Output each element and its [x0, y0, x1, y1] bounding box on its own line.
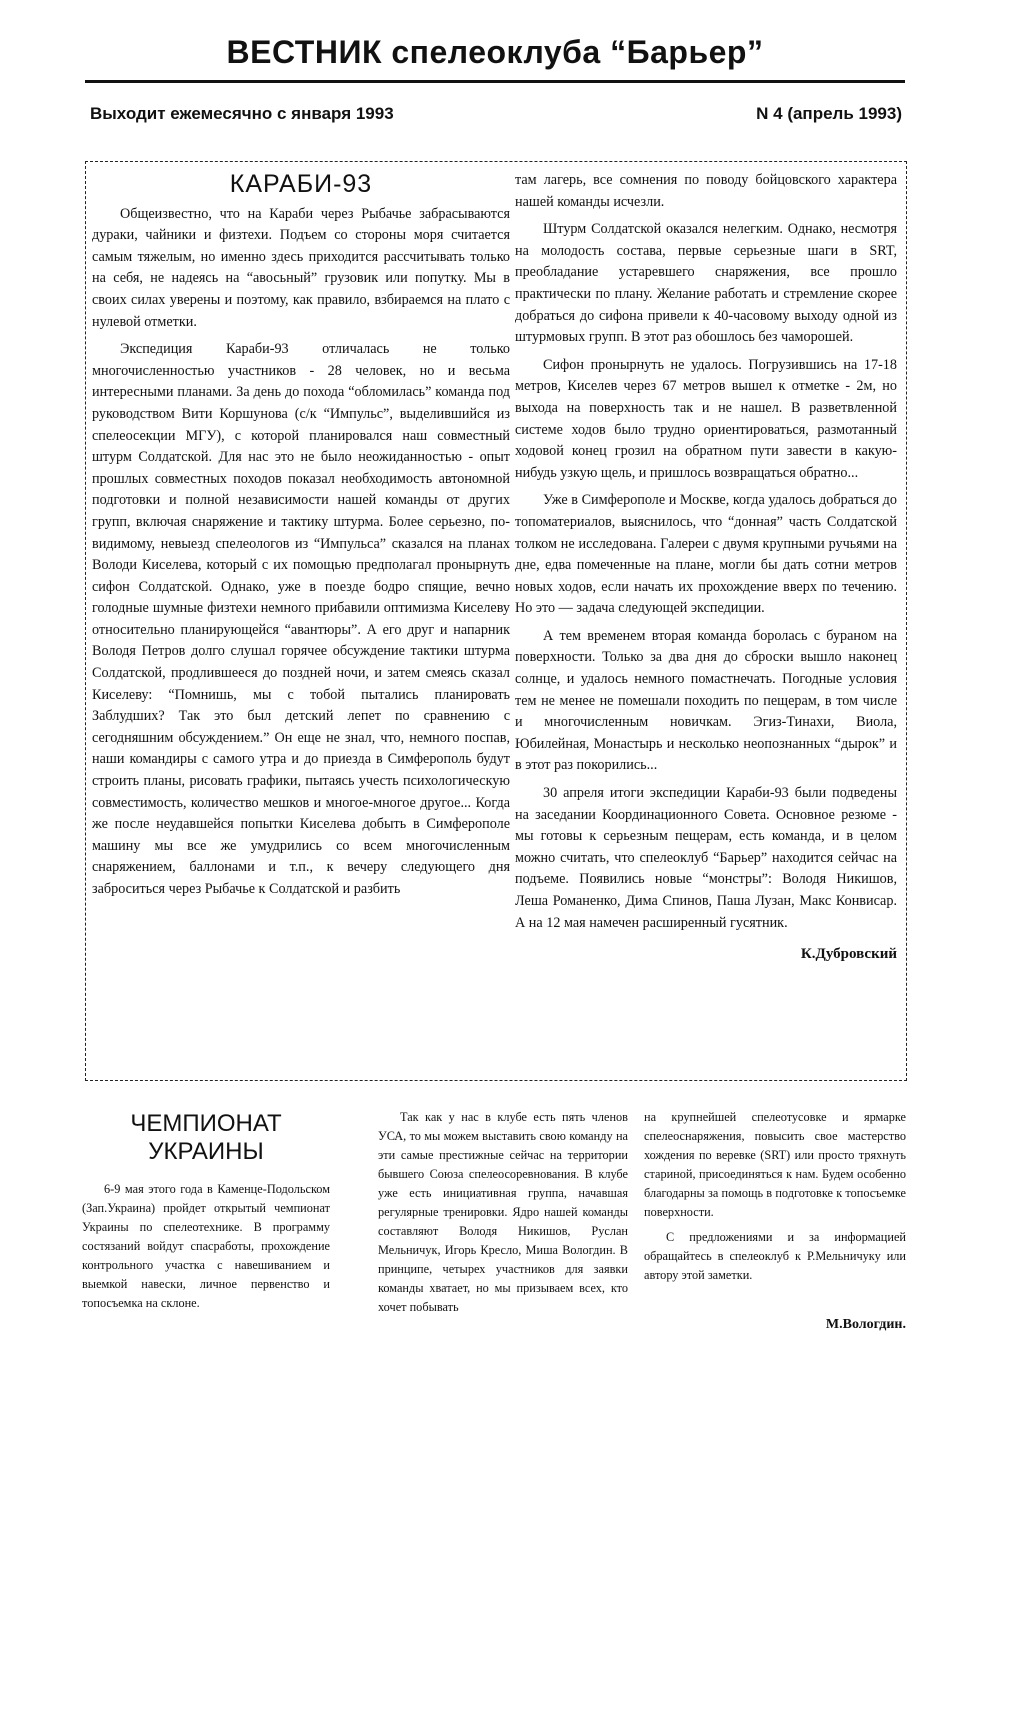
publication-frequency: Выходит ежемесячно с января 1993: [90, 104, 394, 123]
issue-line: [90, 104, 902, 124]
author-signature: К.Дубровский: [800, 946, 897, 963]
paragraph: на крупнейшей спелеотусовке и ярмарке спелеоснаряжения, повысить свое мастерство хождения по веревке (SRT) или просто тряхнуть стариной, присоединяться к нам. Будем особенно благодарны за помощь в подготовке к топосъемке поверхности.: [644, 1110, 906, 1219]
newsletter-title: ВЕСТНИК спелеоклуба “Барьер”: [226, 34, 764, 70]
paragraph: А тем временем вторая команда боролась с бураном на поверхности. Только за два дня до сброски вышло наконец солнце, и удалось немного помастнечать. Погодные условия тем не менее не помешали походить по пещерам, в том числе и многочисленным новичкам. Эгиз-Тинахи, Виола, Юбилейная, Монастырь и несколько неопознанных “дырок” и в этот раз покорились...: [515, 627, 897, 774]
issue-number: N 4 (апрель 1993): [756, 104, 902, 123]
article-title: КАРАБИ-93: [229, 170, 373, 198]
article-title: ЧЕМПИОНАТ УКРАИНЫ: [130, 1110, 282, 1165]
article-championship-column-2: [378, 1108, 628, 1323]
paragraph: Сифон пронырнуть не удалось. Погрузившись на 17-18 метров, Киселев через 67 метров вышел к отметке - 2м, но выхода на поверхность так и не нашел. В разветвленной системе ходов было трудно ориентироваться, размотанный ходовой конец грозил на обратном пути завести в какую-нибудь узкую щель, и пришлось возвращаться обратно...: [515, 356, 897, 481]
paragraph: Штурм Солдатской оказался нелегким. Однако, несмотря на молодость состава, первые серьезные шаги в SRT, преобладание устаревшего снаряжения, все прошло практически по плану. Желание работать и стремление скорее добраться до сифона привели к 40-часовому выходу одной из штурмовых групп. В этот раз обошлось без чаморошей.: [515, 221, 897, 346]
paragraph: Общеизвестно, что на Караби через Рыбачье забрасываются дураки, чайники и физтехи. Подъем со стороны моря считается самым тяжелым, но именно здесь приходится рассчитывать только на себя, не надеясь на “авосьный” грузовик или попутку. Мы в своих силах уверены и поэтому, как правило, взбираемся на плато с нулевой отметки.: [92, 205, 510, 330]
paragraph: Так как у нас в клубе есть пять членов УСА, то мы можем выставить свою команду на эти самые престижные сейчас на территории бывшего Союза спелеосоревнования. В клубе уже есть инициативная группа, начавшая регулярные тренировки. Ядро нашей команды составляют Володя Никишов, Руслан Мельничук, Игорь Кресло, Миша Вологдин. В принципе, четырех участников для заявки команды хватает, но мы призываем всех, кто хочет побывать: [378, 1110, 628, 1314]
paragraph: Экспедиция Караби-93 отличалась не только многочисленностью участников - 28 человек, но и весьма интересными планами. За день до похода “обломилась” команда под руководством Вити Коршунова (с/к “Импульс”, выделившийся из спелеосекции МГУ), с которой планировался наш совместный штурм Солдатской. Для нас это не было неожиданностью - опыт прошлых совместных походов показал необходимость автономной подготовки и полной независимости нашей команды от других групп, включая снаряжение и тактику штурма. Более серьезно, по-видимому, невыезд спелеологов из “Импульса” сказался на планах Володи Киселева, который с их помощью предполагал пронырнуть сифон Солдатской. Однако, уже в поезде бодро спящие, вечно голодные шумные физтехи немного прибавили оптимизма Киселеву относительно планирующейся “авантюры”. А его друг и напарник Володя Петров долго слушал горячее обсуждение тактики штурма Солдатской, продлившееся до поздней ночи, и затем смеясь сказал Киселеву: “Помнишь, мы с тобой пытались планировать Заблудших? Так это был детский лепет по сравнению с сегодняшним обсуждением.” Он еще не знал, что, немного поспав, наши командиры с самого утра и до приезда в Симферополь будут строить планы, рисовать графики, пытаясь учесть психологическую совместимость, количество мешков и многое-многое другое... Когда же после неудавшейся попытки Киселева добыть в Симферополе машину мы все же умудрились со всем многочисленным снаряжением, баллонами и т.п., к вечеру следующего дня заброситься через Рыбачье к Солдатской и разбить: [92, 341, 510, 897]
article-karabi-column-2: [515, 170, 897, 966]
paragraph: С предложениями и за информацией обращайтесь в спелеоклуб к Р.Мельничуку или автору этой заметки.: [644, 1230, 906, 1282]
paragraph: там лагерь, все сомнения по поводу бойцовского характера нашей команды исчезли.: [515, 172, 897, 210]
author-signature: М.Вологдин.: [825, 1317, 906, 1332]
paragraph: 6-9 мая этого года в Каменце-Подольском (Зап.Украина) пройдет открытый чемпионат Украины по спелеотехнике. В программу состязаний войдут спасработы, прохождение контрольного участка с навешиванием и выемкой навески, личное первенство и топосъемка на склоне.: [82, 1182, 330, 1310]
paragraph: 30 апреля итоги экспедиции Караби-93 были подведены на заседании Координационного Совета. Основное резюме - мы готовы к серьезным пещерам, есть команда, и в целом можно считать, что спелеоклуб “Барьер” находится сейчас на подъеме. Появились новые “монстры”: Володя Никишов, Леша Романенко, Дима Спинов, Паша Лузан, Макс Конвисар. А на 12 мая намечен расширенный гусятник.: [515, 785, 897, 931]
article-karabi-column-1: [92, 170, 510, 907]
article-championship-column-3: [644, 1108, 906, 1334]
masthead: [85, 28, 905, 83]
paragraph: Уже в Симферополе и Москве, когда удалось добраться до топоматериалов, выяснилось, что “донная” часть Солдатской толком не исследована. Галереи с двумя крупными ручьями на дне, едва помеченные на плане, могли бы дать сотни метров новых ходов, если начать их прохождение вверх по течению. Но это — задача следующей экспедиции.: [515, 492, 897, 617]
article-championship-column-1: [82, 1110, 330, 1319]
